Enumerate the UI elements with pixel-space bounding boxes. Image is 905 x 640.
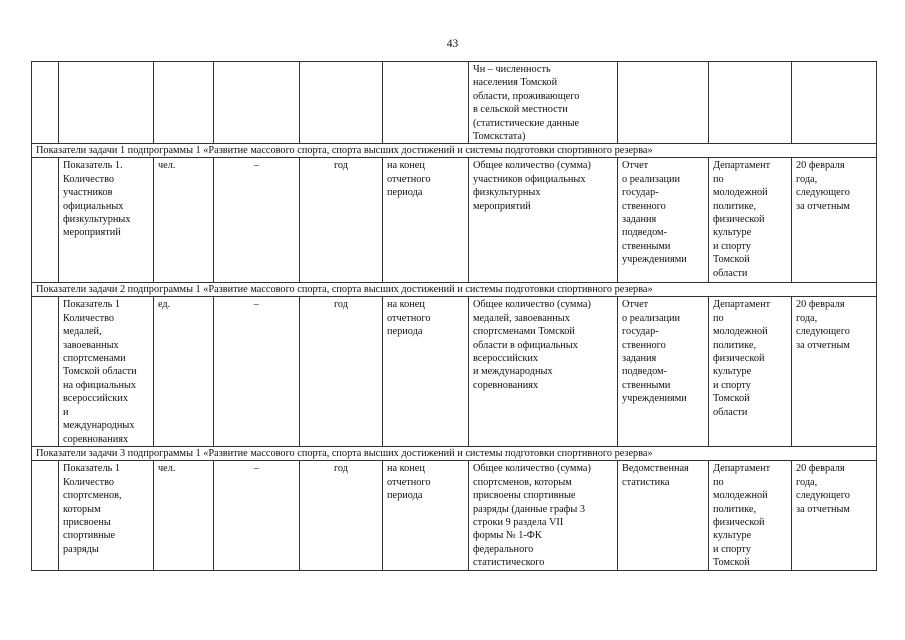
table-cell-source: Отчет о реализации государ- ственного задания подведом- ственными учреждениями [618,297,709,447]
table-cell-unit: чел. [154,158,214,283]
table-cell-dynamics [214,62,300,144]
table-cell-frequency: год [300,461,383,570]
table-cell-method: Общее количество (сумма) спортсменов, которым присвоены спортивные разряды (данные графы 3 строки 9 раздела VII формы № 1-ФК федерального статистического [469,461,618,570]
table-cell-deadline [792,62,877,144]
table-cell-indicator: Показатель 1 Количество медалей, завоеванных спортсменами Томской области на официальных всероссийских и международных соревнованиях [59,297,154,447]
section-header-row [32,144,877,158]
table-cell-dynamics: – [214,158,300,283]
section-header-task-3: Показатели задачи 3 подпрограммы 1 «Развитие массового спорта, спорта высших достижений и системы подготовки спортивного резерва» [32,447,877,461]
page-number: 43 [446,38,459,50]
table-cell-source [618,62,709,144]
table-cell-time: на конец отчетного периода [383,297,469,447]
table-row [32,461,877,570]
table-cell-time: на конец отчетного периода [383,461,469,570]
table-row [32,297,877,447]
table-cell-dynamics: – [214,461,300,570]
table-row [32,158,877,283]
table-cell-source: Ведомственная статистика [618,461,709,570]
table-cell-indicator [59,62,154,144]
table-cell-number [32,461,59,570]
table-cell-indicator: Показатель 1. Количество участников официальных физкультурных мероприятий [59,158,154,283]
section-header-task-1: Показатели задачи 1 подпрограммы 1 «Развитие массового спорта, спорта высших достижений и системы подготовки спортивного резерва» [32,144,877,158]
table-cell-indicator: Показатель 1 Количество спортсменов, которым присвоены спортивные разряды [59,461,154,570]
table-cell-frequency: год [300,158,383,283]
table-cell-deadline: 20 февраля года, следующего за отчетным [792,158,877,283]
table-cell-number [32,62,59,144]
section-header-task-2: Показатели задачи 2 подпрограммы 1 «Развитие массового спорта, спорта высших достижений и системы подготовки спортивного резерва» [32,283,877,297]
table-cell-deadline: 20 февраля года, следующего за отчетным [792,297,877,447]
section-header-row [32,283,877,297]
section-header-row [32,447,877,461]
table-cell-unit: чел. [154,461,214,570]
table-cell-time: на конец отчетного периода [383,158,469,283]
table-cell-responsible: Департамент по молодежной политике, физической культуре и спорту Томской области [709,297,792,447]
table-cell-source: Отчет о реализации государ- ственного задания подведом- ственными учреждениями [618,158,709,283]
table-cell-method: Общее количество (сумма) медалей, завоеванных спортсменами Томской области в официальных всероссийских и международных соревнованиях [469,297,618,447]
table-cell-method: Общее количество (сумма) участников официальных физкультурных мероприятий [469,158,618,283]
indicators-table [31,61,877,571]
table-cell-unit [154,62,214,144]
table-cell-deadline: 20 февраля года, следующего за отчетным [792,461,877,570]
table-cell-unit: ед. [154,297,214,447]
table-cell-dynamics: – [214,297,300,447]
table-cell-responsible: Департамент по молодежной политике, физической культуре и спорту Томской [709,461,792,570]
table-cell-responsible [709,62,792,144]
table-cell-responsible: Департамент по молодежной политике, физической культуре и спорту Томской области [709,158,792,283]
table-cell-frequency: год [300,297,383,447]
table-row-continuation [32,62,877,144]
table-cell-number [32,158,59,283]
table-cell-method: Чн – численность населения Томской области, проживающего в сельской местности (статистические данные Томскстата) [469,62,618,144]
table-cell-number [32,297,59,447]
table-cell-frequency [300,62,383,144]
table-cell-time [383,62,469,144]
